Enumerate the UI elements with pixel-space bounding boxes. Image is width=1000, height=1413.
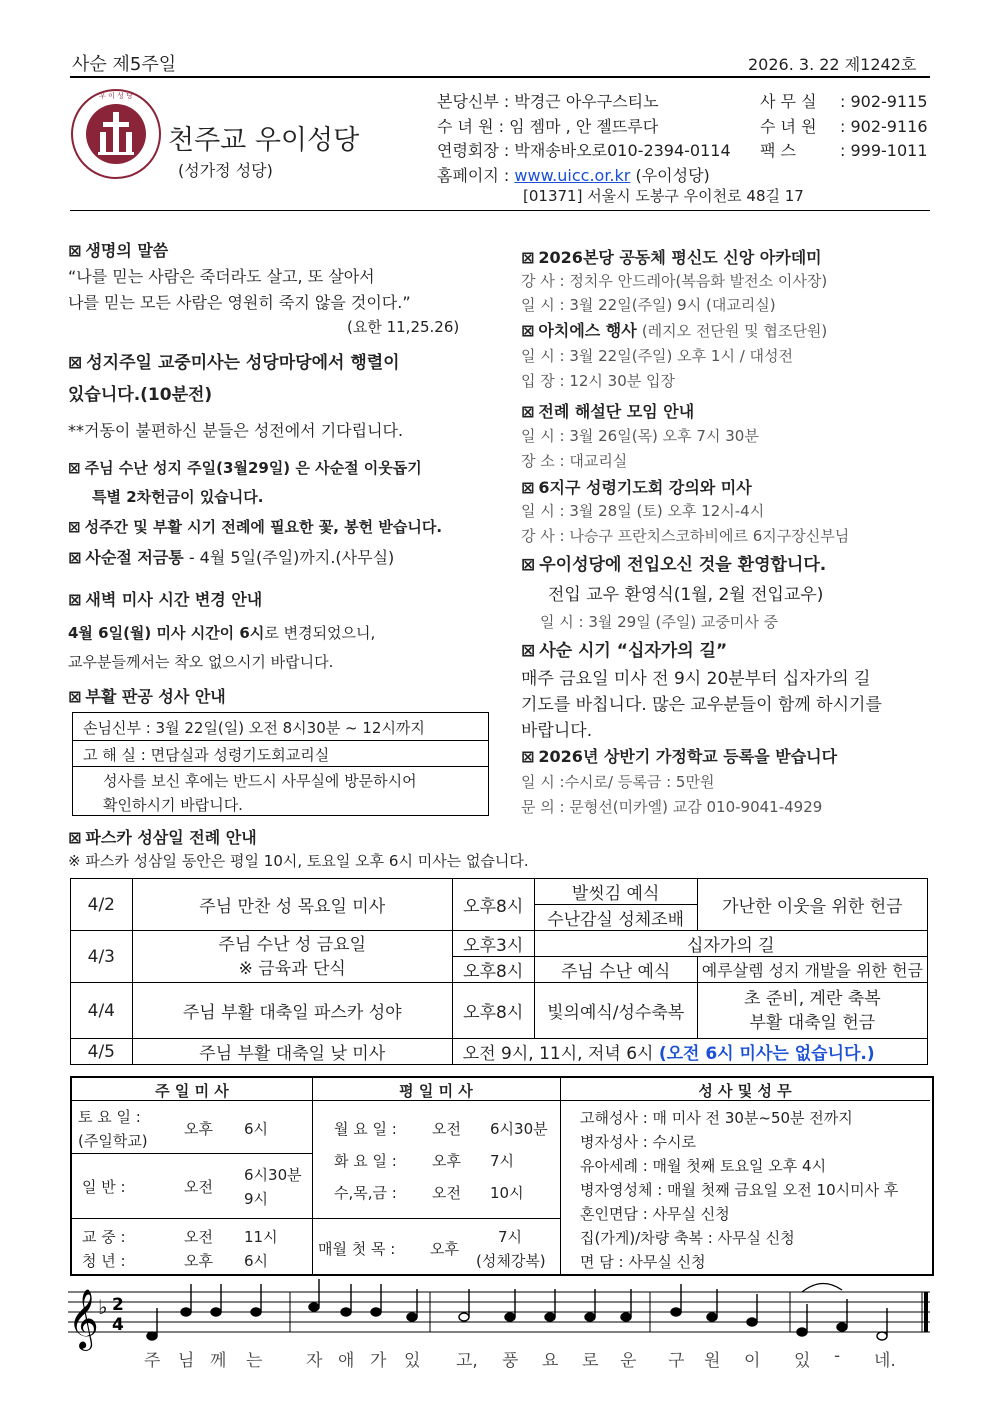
address: [01371] 서울시 도봉구 우이천로 48길 17 [523, 187, 804, 205]
svg-text:우 이 성 당: 우 이 성 당 [99, 92, 133, 100]
school-line-2: 문 의 : 문형선(미카엘) 교감 010-9041-4929 [521, 798, 823, 816]
homepage-link[interactable]: www.uicc.or.kr [514, 165, 631, 185]
cross-line-2: 기도를 바칩니다. 많은 교우분들이 함께 하시기를 [521, 695, 882, 715]
cross-title: ⊠ 사순 시기 “십자가의 길” [521, 641, 728, 661]
dawn-mass-line-1: 4월 6일(월) 미사 시간이 6시로 변경되었으니, [68, 624, 376, 642]
table-row: 수난감실 성체조배 [71, 905, 928, 931]
parish-logo [70, 88, 162, 180]
word-line-1: “나를 믿는 사람은 죽더라도 살고, 또 살아서 [68, 267, 375, 286]
special-collection: ⊠ 주님 수난 성지 주일(3월29일) 은 사순절 이웃돕기 [68, 459, 422, 477]
word-reference: (요한 11,25.26) [347, 318, 460, 336]
spirit-line-2: 강 사 : 나승구 프란치스코하비에르 6지구장신부님 [521, 527, 850, 545]
svg-text:2: 2 [112, 1295, 124, 1315]
spirit-title: ⊠ 6지구 성령기도회 강의와 미사 [521, 478, 752, 497]
welcome-title: ⊠ 우이성당에 전입오신 것을 환영합니다. [521, 555, 827, 575]
parish-subtitle: (성가정 성당) [178, 161, 273, 180]
table-row: 4/4 주님 부활 대축일 파스카 성야 오후8시 빛의예식/성수축복 초 준비, 계란 축복 부활 대축일 헌금 [71, 983, 928, 1039]
svg-text:𝄞: 𝄞 [68, 1289, 99, 1349]
header-bottom-rule [70, 210, 930, 211]
sacrament-item: 병자성사 : 수시로 [580, 1133, 697, 1151]
special-collection-2: 특별 2차헌금이 있습니다. [92, 488, 264, 506]
procession-notice: ⊠ 성지주일 교중미사는 성당마당에서 행렬이 [68, 353, 400, 373]
sacrament-item: 병자영성체 : 매월 첫째 금요일 오전 10시미사 후 [580, 1181, 899, 1199]
sacrament-item: 집(가게)/차량 축복 : 사무실 신청 [580, 1229, 795, 1247]
sacrament-item: 유아세례 : 매월 첫째 토요일 오후 4시 [580, 1157, 827, 1175]
dawn-mass-title: ⊠ 새벽 미사 시간 변경 안내 [68, 590, 263, 609]
mass-schedule [70, 1076, 934, 1276]
confession-title: ⊠ 부활 판공 성사 안내 [68, 687, 226, 706]
table-row: 4/2 주님 만찬 성 목요일 미사 오후8시 발씻김 예식 가난한 이웃을 위한 헌금 [71, 879, 928, 905]
song-lyrics: 주 님 께 는 자 애 가 있 고, 풍 요 로 운 구 원 이 있 - 네. [144, 1346, 896, 1371]
table-row: 4/3 주님 수난 성 금요일 ※ 금육과 단식 오후3시 십자가의 길 [71, 931, 928, 957]
procession-note: **거동이 불편하신 분들은 성전에서 기다립니다. [68, 421, 404, 440]
issue-date: 2026. 3. 22 제1242호 [748, 55, 917, 74]
academy-line-1: 강 사 : 정치우 안드레아(복음화 발전소 이사장) [521, 272, 828, 290]
lector-title: ⊠ 전례 해설단 모임 안내 [521, 402, 695, 421]
parish-logo-icon [70, 88, 162, 180]
procession-notice-2: 있습니다.(10분전) [68, 385, 213, 405]
table-row: 오후8시 주님 수난 예식 예루살렘 성지 개발을 위한 헌금 [71, 957, 928, 983]
welcome-line-1: 전입 교우 환영식(1월, 2월 전입교우) [548, 585, 824, 605]
triduum-note: ※ 파스카 성삼일 동안은 평일 10시, 토요일 오후 6시 미사는 없습니다. [68, 852, 529, 870]
triduum-table [70, 878, 928, 1065]
school-line-1: 일 시 :수시로/ 등록금 : 5만원 [521, 773, 715, 791]
lenten-savings: ⊠ 사순절 저금통 - 4월 5일(주일)까지.(사무실) [68, 548, 395, 567]
svg-text:4: 4 [112, 1315, 124, 1335]
weekday-mass-panel: 평 일 미 사 월 요 일 : 오전 6시30분 화 요 일 : 오후 7시 수,목,금 : 오전 10시 매월 첫 목 : 오후 7시 (성체강복) [312, 1078, 561, 1274]
school-title: ⊠ 2026년 상반기 가정학교 등록을 받습니다 [521, 747, 838, 766]
cross-line-3: 바랍니다. [521, 721, 593, 741]
flower-offering: ⊠ 성주간 및 부활 시기 전례에 필요한 꽃, 봉헌 받습니다. [68, 518, 443, 536]
sunday-mass-panel: 주 일 미 사 토 요 일 : (주일학교) 오후 6시 일 반 : 오전 6시30분 9시 교 중 : 오전 11시 청 년 : 오후 6시 [72, 1078, 313, 1274]
academy-title: ⊠ 2026본당 공동체 평신도 신앙 아카데미 [521, 248, 822, 267]
triduum-title: ⊠ 파스카 성삼일 전례 안내 [68, 828, 257, 847]
liturgical-season: 사순 제5주일 [72, 54, 177, 75]
acies-line-1: 일 시 : 3월 22일(주일) 오후 1시 / 대성전 [521, 347, 794, 365]
sacrament-item: 고해성사 : 매 미사 전 30분~50분 전까지 [580, 1109, 853, 1127]
word-line-2: 나를 믿는 모든 사람은 영원히 죽지 않을 것이다.” [68, 293, 411, 312]
confession-box: 손님신부 : 3월 22일(일) 오전 8시30분 ~ 12시까지 고 해 실 : 면담실과 성령기도회교리실 성사를 보신 후에는 반드시 사무실에 방문하시어 확인하시기 바랍니다. [72, 712, 489, 816]
spirit-line-1: 일 시 : 3월 28일 (토) 오후 12시-4시 [521, 502, 765, 520]
table-row: 4/5 주님 부활 대축일 낮 미사 오전 9시, 11시, 저녁 6시 (오전 6시 미사는 없습니다.) [71, 1039, 928, 1065]
sacrament-item: 면 담 : 사무실 신청 [580, 1253, 706, 1271]
welcome-line-2: 일 시 : 3월 29일 (주일) 교중미사 중 [540, 613, 779, 631]
word-title: ⊠ 생명의 말씀 [68, 241, 169, 260]
contact-list-right: 사 무 실 : 902-9115 수 녀 원 : 902-9116 팩 스 : 999-1011 [760, 92, 928, 160]
contact-list-left: 본당신부 : 박경근 아우구스티노 수 녀 원 : 임 젬마 , 안 젤뜨루다 연령회장 : 박재송바오로010-2394-0114 홈페이지 : www.uicc.or.kr (우이성당) [437, 92, 731, 185]
acies-title: ⊠ 아치에스 행사 (레지오 전단원 및 협조단원) [521, 321, 828, 340]
svg-text:♭: ♭ [98, 1295, 108, 1319]
dawn-mass-line-2: 교우분들께서는 착오 없으시기 바랍니다. [68, 653, 334, 671]
cross-line-1: 매주 금요일 미사 전 9시 20분부터 십자가의 길 [521, 669, 871, 689]
lector-line-2: 장 소 : 대교리실 [521, 452, 628, 470]
sacraments-panel: 성 사 및 성 무 고해성사 : 매 미사 전 30분~50분 전까지 병자성사 : 수시로 유아세례 : 매월 첫째 토요일 오후 4시 병자영성체 : 매월 첫째 금요일 오전 10시미사 후 혼인면담 : 사무실 신청 집(가게)/차량 축복 : 사무실 신청 면 담 : 사무실 신청 [560, 1078, 930, 1274]
acies-line-2: 입 장 : 12시 30분 입장 [521, 372, 676, 390]
academy-line-2: 일 시 : 3월 22일(주일) 9시 (대교리실) [521, 296, 776, 314]
header-rule [70, 76, 930, 78]
parish-name: 천주교 우이성당 [168, 125, 360, 156]
sacrament-item: 혼인면담 : 사무실 신청 [580, 1205, 730, 1223]
lector-line-1: 일 시 : 3월 26일(목) 오후 7시 30분 [521, 427, 759, 445]
